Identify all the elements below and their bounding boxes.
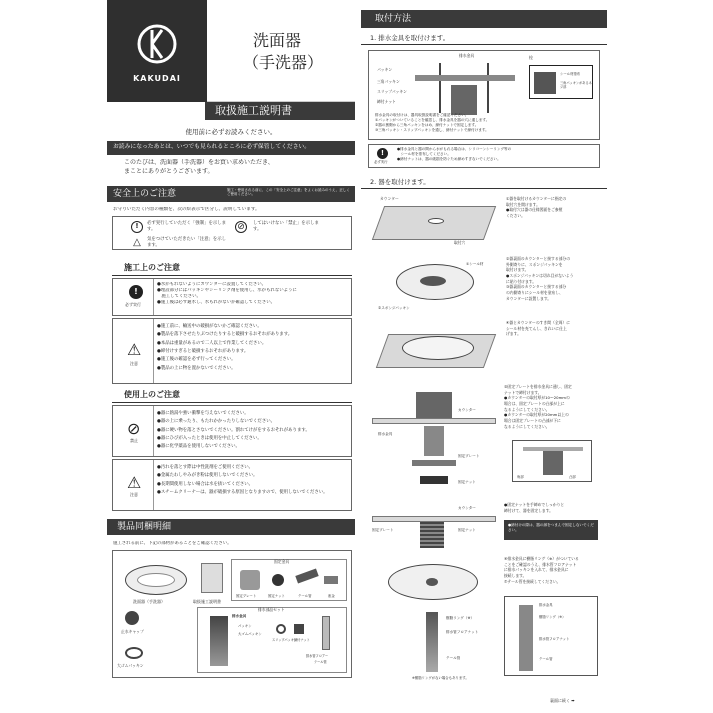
text-line: 接続します。 xyxy=(504,573,527,579)
prohibit-label: 禁止 xyxy=(130,438,138,443)
text-line: ③器裏面のカウンターと接する部分 xyxy=(506,284,567,290)
step2-text-4 xyxy=(504,384,600,430)
label-triangle-packing: 三角パッキン xyxy=(377,79,400,84)
slip-packing-icon xyxy=(276,624,286,634)
nut-section xyxy=(420,476,448,484)
tighten-counter-label: カウンター xyxy=(458,506,476,510)
text-line: カウンターに設置します。 xyxy=(506,295,552,301)
part-cap: 止水キャップ xyxy=(121,629,144,634)
construction-required-list xyxy=(157,282,351,306)
fix-label-drain: 排水金具 xyxy=(378,432,393,436)
label-slip-packing: スリップパッキン xyxy=(377,89,407,94)
pipe-diagram xyxy=(372,556,600,684)
thanks-line-1: このたびは、洗面器（手洗器）をお買い求めいただき、 xyxy=(124,159,274,166)
tighten-nut-label: 固定ナット xyxy=(458,528,476,532)
legend-required-text: 必ず実行していただく「強制」を示します。 xyxy=(147,221,227,232)
drain-part: 大ゴムパッキン xyxy=(238,632,262,636)
pipe-label-tail: テール管 xyxy=(446,656,461,660)
list-item: ●器に硬い物を落とさないでください。割れてけがをするおそれがあります。 xyxy=(157,427,310,433)
construction-caution-box xyxy=(112,318,352,384)
list-item: ●水がもれないようにカウンターに設置してください。 xyxy=(157,282,267,287)
drain-group xyxy=(197,607,347,673)
list-item: ●製品を落下させたりぶつけたりすると破損するおそれがあります。 xyxy=(157,332,293,338)
drain-part: 排水管フロアー xyxy=(306,654,329,658)
part-tail: テール管 xyxy=(298,594,312,598)
manual-illustration xyxy=(201,563,223,593)
title-area xyxy=(207,0,355,102)
pipe-label-nut: 排水管フロアナット xyxy=(446,630,479,634)
list-item: ●締付ナットは、器の破損を防ぐため締めすぎないでください。 xyxy=(397,157,501,162)
list-item: ●スチームクリーナーは、器が破損する原因となりますので、使用しないでください。 xyxy=(157,490,328,496)
text-line: ●スポンジパッキンは切れ目がないよう xyxy=(506,273,574,279)
mount-hole xyxy=(428,218,444,224)
list-item: ●施工後は必ず通水し、水もれがないか確認してください。 xyxy=(157,299,275,305)
tighten-warning: ●締付けの際は、器の縁をつまんで固定しないでください。 xyxy=(504,520,598,540)
label-nut: 締付ナット xyxy=(377,99,396,104)
text-line: ①器を取付けるカウンターに指定の xyxy=(506,196,567,201)
text-line: なるようにしてください。 xyxy=(504,423,550,429)
label-thread: 三角パッキンがあるネジ部 xyxy=(560,81,592,89)
text-line: の内側寄りにシール材を塗布し、 xyxy=(506,290,563,296)
detail-tail: テール管 xyxy=(539,657,553,661)
use-caution-list xyxy=(157,464,351,497)
text-line: 取付けます。 xyxy=(506,267,529,273)
counter-section xyxy=(372,418,496,424)
tighten-diagram xyxy=(372,502,600,550)
prohibit-icon: ⊘ xyxy=(235,221,247,233)
product-subtitle: （手洗器） xyxy=(243,53,324,72)
pipe-note: ※樹脂リングがない場合もあります。 xyxy=(412,676,469,680)
text-line: 取付穴を開けます。 xyxy=(506,201,540,207)
required-label: 必ず実行 xyxy=(125,302,141,307)
part-washer: 座金 xyxy=(328,594,335,598)
text-line: 場合は、固定プレートの凸部が上に xyxy=(504,401,565,407)
parts-box xyxy=(112,550,352,678)
kakudai-logo-icon xyxy=(107,0,207,102)
installed-basin xyxy=(402,336,474,360)
detail-ring: 樹脂リング（※） xyxy=(539,615,566,619)
step1-warn-list xyxy=(397,147,597,162)
list-item: ●施工前に、輸送中の破損がないかご確認ください。 xyxy=(157,324,262,329)
drain-group-label: 排水部品セット xyxy=(258,607,285,612)
step1-box xyxy=(368,50,600,140)
continue-footer: 裏面に続く ➡ xyxy=(550,698,575,703)
list-item: ●施工後の確認を必ず行ってください。 xyxy=(157,357,236,363)
text-line: ●取付穴は器の仕様図面をご参照 xyxy=(506,207,563,213)
text-line: ください。 xyxy=(506,213,525,219)
construction-caution-list xyxy=(157,323,351,373)
required-icon: ! xyxy=(129,285,143,299)
text-line: シール材を充てんし、きれいに仕上 xyxy=(506,325,567,331)
part-nut: 固定ナット xyxy=(268,594,285,598)
pipe-detail xyxy=(504,596,598,676)
drain-fitting-icon xyxy=(210,616,228,666)
list-item: ●器にひびが入ったときは使用を中止してください。 xyxy=(157,436,262,442)
list-item: 施工してください。 xyxy=(157,293,201,299)
step1-notes xyxy=(375,113,597,133)
part-gasket: 大ゴムパッキン xyxy=(117,663,144,668)
drain-hole xyxy=(426,578,438,586)
counter-diagram xyxy=(372,196,500,252)
part-basin: 洗面器（手洗器） xyxy=(133,599,165,604)
drain-part: スリップパッキン xyxy=(272,638,298,642)
use-prohibit-list xyxy=(157,410,351,452)
detail-nut: 排水管フロアナット xyxy=(539,637,570,641)
counter-label: カウンター xyxy=(380,196,399,201)
use-header: 使用上のご注意 xyxy=(124,390,180,399)
list-item: ●製品の上に物を置かないでください。 xyxy=(157,365,236,371)
list-item: ●金属たわしやみがき粉は使用しないでください。 xyxy=(157,473,258,479)
list-item: ●締付けすぎると破損するおそれがあります。 xyxy=(157,349,249,355)
tighten-plate-label: 固定プレート xyxy=(372,528,394,532)
hole-label: 取付穴 xyxy=(454,240,466,245)
fixing-group-label: 固定金具 xyxy=(274,559,290,564)
caution-icon: ⚠ xyxy=(127,340,142,359)
step1-title: 1. 排水金具を取付けます。 xyxy=(370,34,450,42)
drain-part: パッキン xyxy=(238,624,252,628)
text-line: に貼り付けます。 xyxy=(506,278,537,284)
part-manual: 取扱施工説明書 xyxy=(193,599,221,604)
logo-text: KAKUDAI xyxy=(133,74,181,83)
fix-label-counter: カウンター xyxy=(458,408,476,412)
step2-text-6 xyxy=(504,556,600,584)
text-line: ④器とカウンターのすき間（全周）に xyxy=(506,320,571,325)
construction-required-box xyxy=(112,278,352,316)
label-drain: 排水金具 xyxy=(459,53,475,58)
drain-pipe xyxy=(426,612,438,672)
step2-text-3 xyxy=(506,320,606,337)
sponge-diagram xyxy=(372,256,500,316)
construction-header: 施工上のご注意 xyxy=(124,263,180,272)
part-plate: 固定プレート xyxy=(236,594,257,598)
text-line: ナットで締付けます。 xyxy=(504,389,542,395)
step1-warning xyxy=(368,144,600,168)
list-item: ③三角パッキン・スリップパッキンを通し、締付ナットで締付けます。 xyxy=(375,128,489,133)
text-line: ②器裏面のカウンターと接する部分の xyxy=(506,256,571,261)
label-corner: 角部 xyxy=(517,475,524,479)
nut-icon xyxy=(272,574,284,586)
keep-notice: お読みになったあとは、いつでも見られるところに必ず保管してください。 xyxy=(107,141,355,155)
cap-icon xyxy=(125,611,139,625)
fixing-diagram xyxy=(372,384,600,496)
required-icon: ! xyxy=(377,148,388,159)
basin-on-counter-diagram xyxy=(372,318,500,378)
basin-section xyxy=(415,75,515,81)
legend-caution-text: 気をつけていただきたい「注意」を示します。 xyxy=(147,237,227,248)
thread-section xyxy=(424,426,444,456)
list-item: ●排水金具と器の間から水がもれる場合は、シリコーンシーリング等の xyxy=(397,147,512,151)
read-notice: 使用前に必ずお読みください。 xyxy=(185,128,277,136)
detail-box xyxy=(529,65,593,99)
install-header: 取付方法 xyxy=(361,10,607,28)
caution-icon: ⚠ xyxy=(127,473,142,492)
drain-underside xyxy=(420,276,446,286)
list-item: ●器に熱湯や強い衝撃を与えないでください。 xyxy=(157,411,249,416)
step2-text-1 xyxy=(506,196,606,219)
text-line: 締付けて、器を固定します。 xyxy=(504,507,553,513)
manual-title: 取扱施工説明書 xyxy=(205,102,355,120)
gasket-icon xyxy=(125,647,143,659)
text-line: 外側寄りに、スポンジパッキンを xyxy=(506,261,563,267)
tail-pipe-icon xyxy=(295,568,318,583)
use-caution-box xyxy=(112,459,352,511)
step2-text-2 xyxy=(506,256,606,302)
safety-legend xyxy=(112,216,352,250)
list-item: ●器の上に乗ったり、もたれかかったりしないでください。 xyxy=(157,419,275,425)
parts-intro: 施工される前に、下記の部材があることをご確認ください。 xyxy=(113,541,232,546)
step2-text-5 xyxy=(504,502,600,513)
pipe-label-ring: 樹脂リング（※） xyxy=(446,616,475,620)
drain-fitting xyxy=(451,85,477,115)
list-item: ①パッキンがついていることを確認し、排水金具を器の穴に通します。 xyxy=(375,118,490,123)
text-line: 場合は固定プレートの凸部が下に xyxy=(504,418,561,424)
text-line: げます。 xyxy=(506,331,521,337)
text-line: ●カウンターの取付厚が20mm以上の xyxy=(504,412,569,418)
caution-icon: △ xyxy=(133,237,141,248)
fix-label-nut: 固定ナット xyxy=(458,480,476,484)
parts-header: 製品同梱明細 xyxy=(107,519,355,535)
caution-label: 注意 xyxy=(130,492,138,497)
list-item: ●本品は重量があるので二人以上で作業してください。 xyxy=(157,340,267,346)
detail-drain: 排水金具 xyxy=(539,603,553,607)
list-item: ●器に化学薬品を使用しないでください。 xyxy=(157,444,240,450)
text-line: なるようにしてください。 xyxy=(504,406,550,412)
drain-part: 締付ナット xyxy=(294,638,310,642)
drain-part: テール管 xyxy=(314,660,327,664)
drain-label: 排水金具 xyxy=(232,614,247,618)
text-line: ●カウンターの取付厚が10〜20mmの xyxy=(504,395,570,401)
washer-icon xyxy=(324,576,338,584)
plate-detail xyxy=(512,440,592,482)
safety-header xyxy=(107,186,355,202)
sponge-label: ②スポンジパッキン xyxy=(378,306,410,310)
list-item: シール材を塗布してください。 xyxy=(397,152,451,157)
use-prohibit-box xyxy=(112,405,352,457)
thanks-line-2: まことにありがとうございます。 xyxy=(124,168,214,175)
seal-label: ①シール材 xyxy=(466,262,484,266)
label-convex: 凸部 xyxy=(569,475,576,479)
required-icon: ! xyxy=(131,221,143,233)
fix-label-plate: 固定プレート xyxy=(458,454,480,458)
safety-header-note: 施工・使用される前に、この「安全上のご注意」をよくお読みのうえ、正しくご使用ください。 xyxy=(227,188,350,197)
nut-icon xyxy=(294,624,304,634)
list-item: ②器の裏側から三角パッキンをはめ、締付ナットで固定します。 xyxy=(375,123,479,128)
plate-section xyxy=(412,460,456,466)
text-line: ⑥排水金具に樹脂リング（※）がついている xyxy=(504,556,579,561)
text-line: ⑤固定プレートを排水金具に通し、固定 xyxy=(504,384,572,389)
legend-prohibit-text: してはいけない「禁止」を示します。 xyxy=(253,221,319,232)
label-plug: 栓 xyxy=(529,55,533,60)
list-item: ●長期間使用しない場合は水を抜いてください。 xyxy=(157,481,254,487)
text-line: に排水パッキンを入れて、排水金具に xyxy=(504,567,569,573)
drain-section xyxy=(416,392,452,418)
pipe-icon xyxy=(322,616,330,650)
warn-label: 必ず実行 xyxy=(374,160,388,164)
fixing-group xyxy=(231,559,347,601)
safety-header-title: 安全上のご注意 xyxy=(113,189,177,199)
plate-icon xyxy=(240,570,260,590)
prohibit-icon: ⊘ xyxy=(127,419,141,438)
step2-title: 2. 器を取付けます。 xyxy=(370,178,430,186)
safety-intro: お守りいただく内容の種類を、次の絵表示で区分し、説明しています。 xyxy=(113,207,260,212)
list-item: ●汚れを落とす際は中性洗剤をご使用ください。 xyxy=(157,465,254,470)
product-title: 洗面器 xyxy=(253,31,302,50)
text-line: ●固定ナットを手締めでしっかりと xyxy=(504,502,565,507)
text-line: ⑦テール管を接続してください。 xyxy=(504,578,561,584)
label-seal: シール材塗布 xyxy=(560,72,581,76)
caution-label: 注意 xyxy=(130,361,138,366)
text-line: ことをご確認のうえ、排水管フロアナット xyxy=(504,561,577,567)
list-item: 排水金具の取付けは、器具取扱説明書をご確認ください。 xyxy=(375,113,469,117)
list-item: ●埋設部分にはパッキンやシーリング剤を使用し、水がもれないように xyxy=(157,287,297,293)
label-packing: パッキン xyxy=(377,67,393,72)
logo-panel xyxy=(107,0,207,102)
thread-section xyxy=(420,522,444,548)
